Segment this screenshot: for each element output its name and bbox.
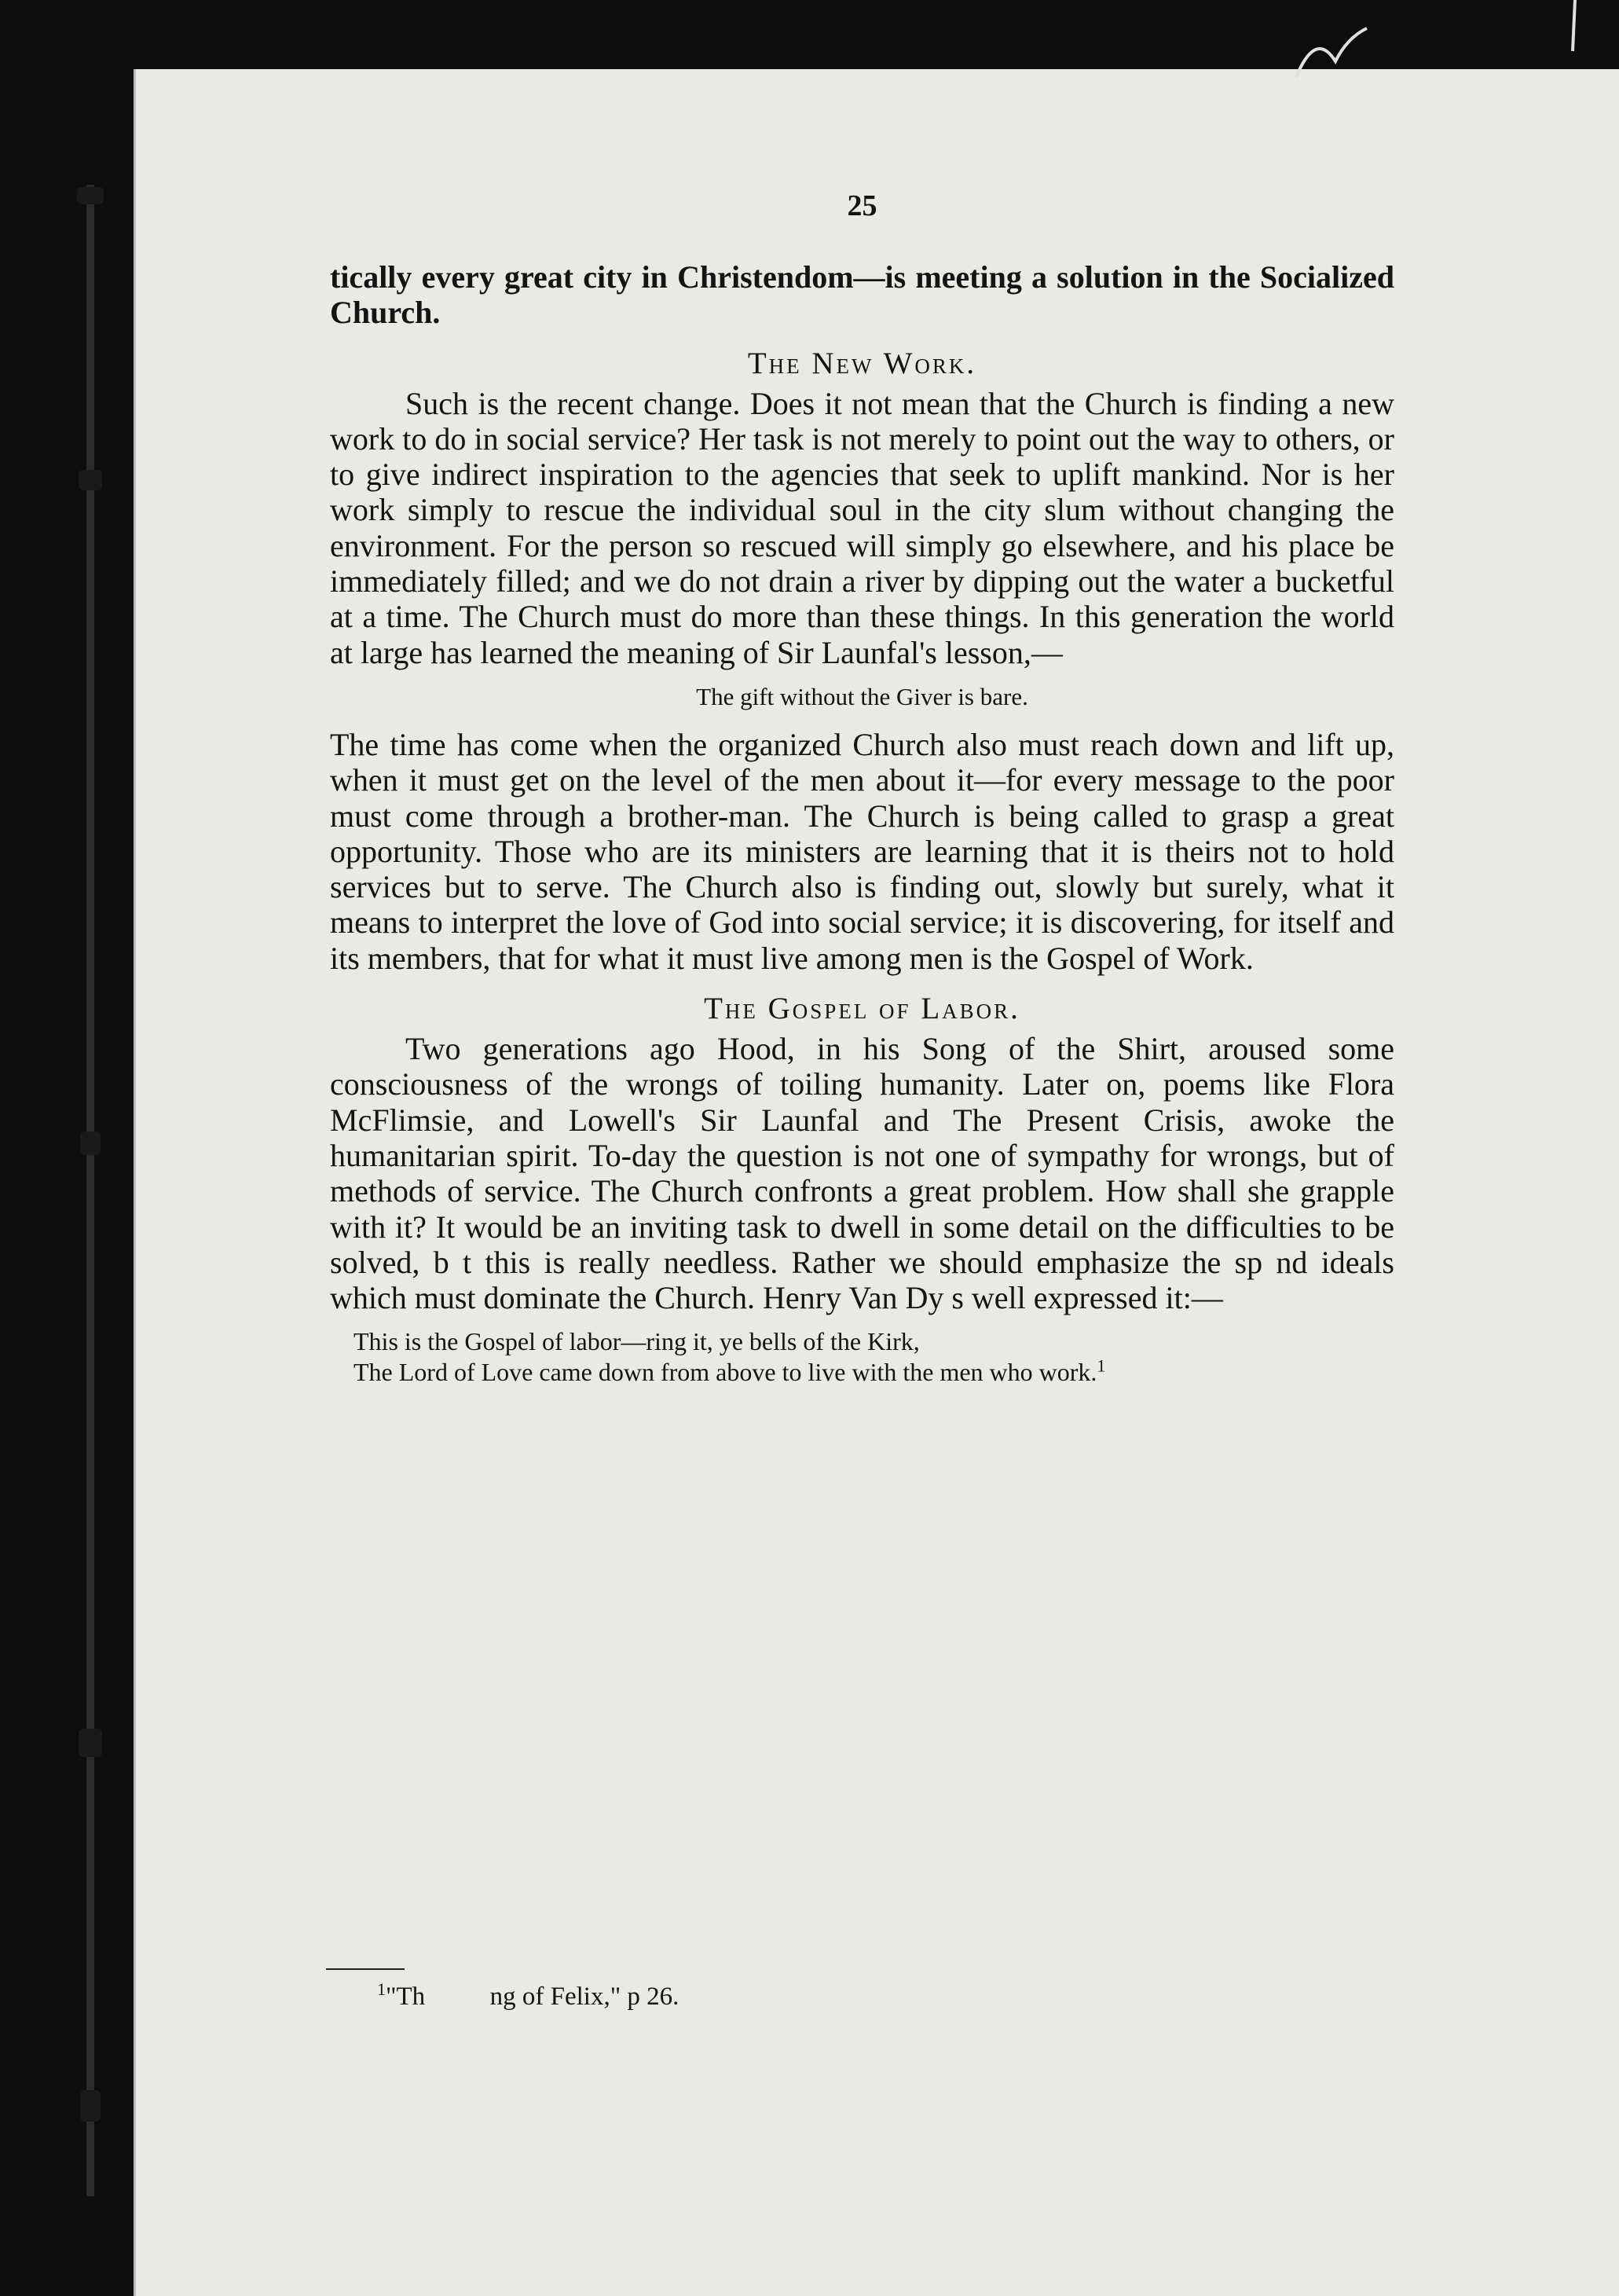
binding-knot <box>79 1729 102 1757</box>
launfal-quote: The gift without the Giver is bare. <box>696 682 1028 710</box>
paragraph-gospel-of-labor: Two generations ago Hood, in his Song of the Shirt, aroused some consciousness of the wrongs of toiling humanity. Later on, poems like Flora McFlimsie, and Lowell's Sir Launfal and The Present Crisis, awoke the humanitarian spirit. To-day the question is not one of sympathy for wrongs, but of methods of service. The Church confronts a great problem. How shall she grapple with it? It would be an inviting task to dwell in some detail on the difficulties to be solved, b t this is really needless. Rather we should emphasize the sp nd ideals which must dominate the Church. Henry Van Dy s well expressed it:— <box>330 1031 1394 1316</box>
paragraph-organized-church: The time has come when the organized Church also must reach down and lift up, when it must get on the level of the men about it—for every message to the poor must come through a brother-man. The Church is being called to grasp a great opportunity. Those who are its ministers are learning that it is theirs not to hold services but to serve. The Church also is finding out, slowly but surely, what it means to interpret the love of God into social service; it is discovering, for itself and its members, that for what it must live among men is the Gospel of Work. <box>330 726 1394 976</box>
verse-block <box>330 1326 1394 1388</box>
footnote <box>377 1979 679 2012</box>
verse-line-2 <box>353 1357 1394 1388</box>
footnote-rule <box>326 1968 405 1970</box>
footnote-reference: 1 <box>1097 1355 1106 1376</box>
binding-knot <box>80 1131 101 1155</box>
binding-knot <box>77 187 104 204</box>
paragraph-new-work: Such is the recent change. Does it not mean that the Church is finding a new work to do in social service? Her task is not merely to point out the way to others, or to give indirect inspiration to the agencies that seek to uplift mankind. Nor is her work simply to rescue the individual soul in the city slum without changing the environment. For the person so rescued will simply go elsewhere, and his place be immediately filled; and we do not drain a river by dipping out the water a bucketful at a time. The Church must do more than these things. In this generation the world at large has learned the meaning of Sir Launfal's lesson,— <box>330 385 1394 670</box>
verse-line-1: This is the Gospel of labor—ring it, ye bells of the Kirk, <box>353 1327 920 1356</box>
opening-paragraph: tically every great city in Christendom—is meeting a solution in the Socialized Church. <box>330 259 1394 331</box>
heading-gospel-of-labor: The Gospel of Labor. <box>704 992 1020 1026</box>
binding-knot <box>79 470 102 490</box>
footnote-marker: 1 <box>377 1979 386 1999</box>
scratch-mark <box>1292 22 1371 85</box>
text-column <box>330 189 1394 1388</box>
page-number: 25 <box>847 189 877 222</box>
footnote-text: "Th ng of Felix," p 26. <box>386 1982 679 2011</box>
verse-line-2-text: The Lord of Love came down from above to live with the men who work. <box>353 1358 1097 1387</box>
corner-mark <box>1563 0 1587 55</box>
heading-new-work: The New Work. <box>747 346 977 380</box>
binding-knot <box>80 2090 101 2122</box>
